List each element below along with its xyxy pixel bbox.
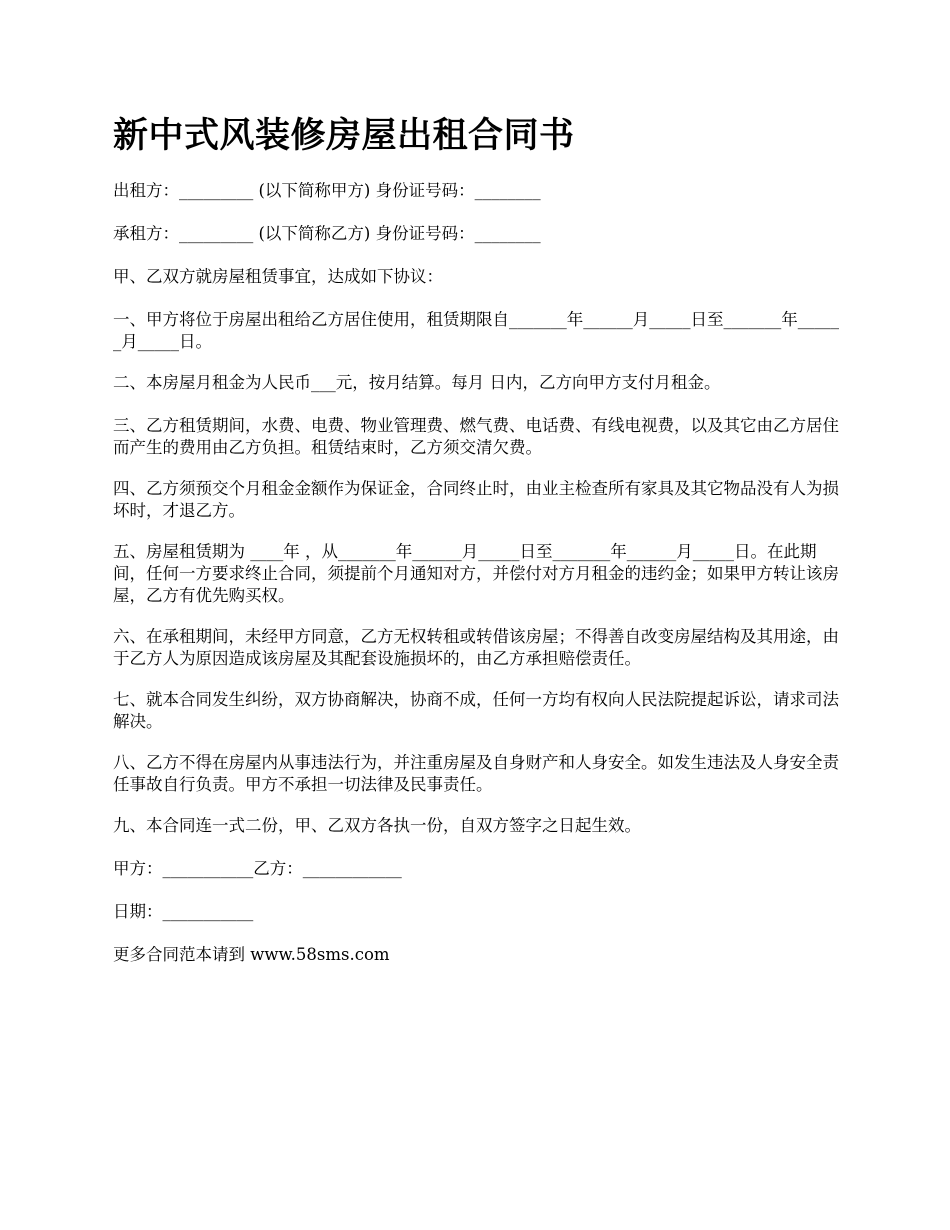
lessor-line: 出租方：_________ (以下简称甲方) 身份证号码：________ xyxy=(113,181,541,200)
clause-6: 六、在承租期间，未经甲方同意，乙方无权转租或转借该房屋；不得善自改变房屋结构及其用途，由于乙方人为原因造成该房屋及其配套设施损坏的，由乙方承担赔偿责任。 xyxy=(113,627,839,668)
clause-4: 四、乙方须预交个月租金金额作为保证金，合同终止时，由业主检查所有家具及其它物品没有人为损坏时，才退乙方。 xyxy=(113,479,839,520)
document-page xyxy=(113,112,843,987)
clause-2: 二、本房屋月租金为人民币___元，按月结算。每月 日内，乙方向甲方支付月租金。 xyxy=(113,373,721,392)
agreement-intro: 甲、乙双方就房屋租赁事宜，达成如下协议： xyxy=(113,267,443,286)
signature-line: 甲方：___________乙方：____________ xyxy=(113,859,402,878)
clause-9: 九、本合同连一式二份，甲、乙双方各执一份，自双方签字之日起生效。 xyxy=(113,816,641,835)
more-templates-line: 更多合同范本请到 www.58sms.com xyxy=(113,945,390,964)
clause-7: 七、就本合同发生纠纷，双方协商解决，协商不成，任何一方均有权向人民法院提起诉讼，请求司法解决。 xyxy=(113,690,839,731)
lessee-line: 承租方：_________ (以下简称乙方) 身份证号码：________ xyxy=(113,224,541,243)
document-title: 新中式风装修房屋出租合同书 xyxy=(113,116,575,156)
clause-5: 五、房屋租赁期为 ____年 ，从_______年______月_____日至_______年______月_____日。在此期间，任何一方要求终止合同，须提前个月通知对方，并偿付对方月租金的违约金；如果甲方转让该房屋，乙方有优先购买权。 xyxy=(113,542,839,605)
date-line: 日期：___________ xyxy=(113,902,254,921)
clause-1: 一、甲方将位于房屋出租给乙方居住使用，租赁期限自_______年______月_____日至_______年______月_____日。 xyxy=(113,310,839,351)
clause-8: 八、乙方不得在房屋内从事违法行为，并注重房屋及自身财产和人身安全。如发生违法及人身安全责任事故自行负责。甲方不承担一切法律及民事责任。 xyxy=(113,753,839,794)
clause-3: 三、乙方租赁期间，水费、电费、物业管理费、燃气费、电话费、有线电视费，以及其它由乙方居住而产生的费用由乙方负担。租赁结束时，乙方须交清欠费。 xyxy=(113,416,839,457)
